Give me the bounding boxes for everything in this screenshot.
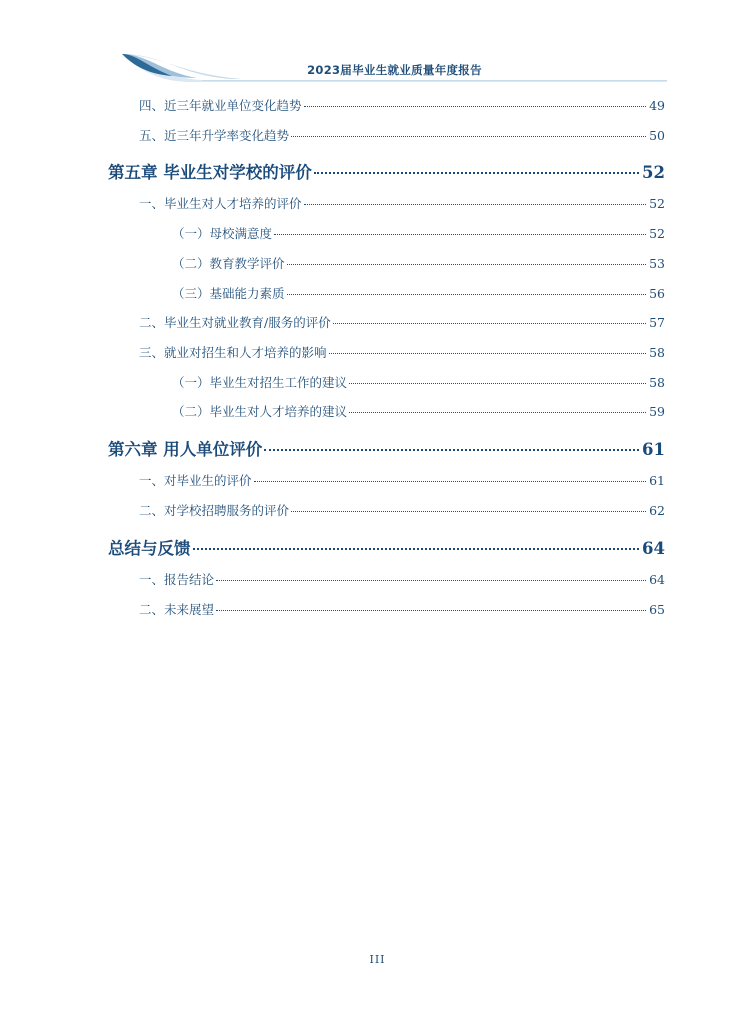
toc-entry-label: 一、毕业生对人才培养的评价 [139, 196, 302, 211]
dot-leader [304, 204, 647, 205]
toc-entry-label: 二、毕业生对就业教育/服务的评价 [139, 315, 331, 330]
toc-entry-label: 第五章 毕业生对学校的评价 [108, 163, 312, 182]
toc-entry-label: （二）教育教学评价 [172, 256, 285, 271]
toc-entry-page: 56 [649, 286, 665, 301]
toc-entry-label: 三、就业对招生和人才培养的影响 [139, 345, 327, 360]
toc-entry[interactable] [139, 471, 665, 489]
toc-entry-page: 58 [649, 345, 665, 360]
toc-entry-page: 61 [649, 473, 665, 488]
toc-entry[interactable] [139, 570, 665, 588]
dot-leader [349, 412, 646, 413]
toc-subentry[interactable] [172, 402, 665, 420]
dot-leader [314, 172, 639, 174]
toc-entry-page: 59 [649, 404, 665, 419]
toc-entry-label: 一、报告结论 [139, 572, 215, 587]
toc-entry-label: 二、未来展望 [139, 602, 215, 617]
toc-entry-label: 二、对学校招聘服务的评价 [139, 503, 290, 518]
toc-entry[interactable] [139, 600, 665, 618]
toc-entry[interactable] [139, 96, 665, 114]
toc-entry-label: 五、近三年升学率变化趋势 [139, 128, 290, 143]
dot-leader [254, 481, 647, 482]
toc-entry[interactable] [139, 194, 665, 212]
dot-leader [304, 106, 647, 107]
toc-entry-page: 62 [649, 503, 665, 518]
toc-subentry[interactable] [172, 373, 665, 391]
toc-entry-label: （二）毕业生对人才培养的建议 [172, 404, 348, 419]
toc-entry-page: 52 [649, 196, 665, 211]
toc-subentry[interactable] [172, 254, 665, 272]
dot-leader [333, 323, 646, 324]
dot-leader [193, 548, 640, 550]
toc-entry[interactable] [139, 501, 665, 519]
dot-leader [329, 353, 647, 354]
toc-subentry[interactable] [172, 284, 665, 302]
dot-leader [274, 234, 646, 235]
toc-chapter-entry[interactable] [108, 436, 665, 460]
toc-entry-label: 第六章 用人单位评价 [108, 440, 263, 459]
dot-leader [287, 264, 647, 265]
dot-leader [264, 449, 639, 451]
toc-entry-page: 50 [649, 128, 665, 143]
toc-entry-page: 57 [649, 315, 665, 330]
dot-leader [216, 580, 646, 581]
toc-entry-page: 64 [649, 572, 665, 587]
toc-entry-page: 52 [649, 226, 665, 241]
toc-entry-page: 52 [642, 163, 665, 182]
toc-entry-label: 总结与反馈 [108, 539, 191, 558]
page-number: III [369, 953, 386, 966]
toc-entry-label: 四、近三年就业单位变化趋势 [139, 98, 302, 113]
toc-entry-label: （三）基础能力素质 [172, 286, 285, 301]
dot-leader [349, 383, 646, 384]
toc-entry-page: 61 [642, 440, 665, 459]
report-title: 2023届毕业生就业质量年度报告 [307, 63, 482, 77]
dot-leader [291, 511, 646, 512]
toc-chapter-entry[interactable] [108, 159, 665, 183]
toc-entry[interactable] [139, 126, 665, 144]
toc-entry-page: 53 [649, 256, 665, 271]
toc-entry-page: 49 [649, 98, 665, 113]
toc-entry[interactable] [139, 343, 665, 361]
toc-entry-label: （一）毕业生对招生工作的建议 [172, 375, 348, 390]
toc-entry-page: 58 [649, 375, 665, 390]
toc-entry[interactable] [139, 313, 665, 331]
toc-entry-page: 64 [642, 539, 665, 558]
page-header [122, 52, 667, 86]
toc-chapter-entry[interactable] [108, 535, 665, 559]
toc-subentry[interactable] [172, 224, 665, 242]
toc-entry-page: 65 [649, 602, 665, 617]
dot-leader [287, 294, 647, 295]
dot-leader [291, 136, 646, 137]
toc-entry-label: （一）母校满意度 [172, 226, 273, 241]
toc-entry-label: 一、对毕业生的评价 [139, 473, 252, 488]
dot-leader [216, 610, 646, 611]
